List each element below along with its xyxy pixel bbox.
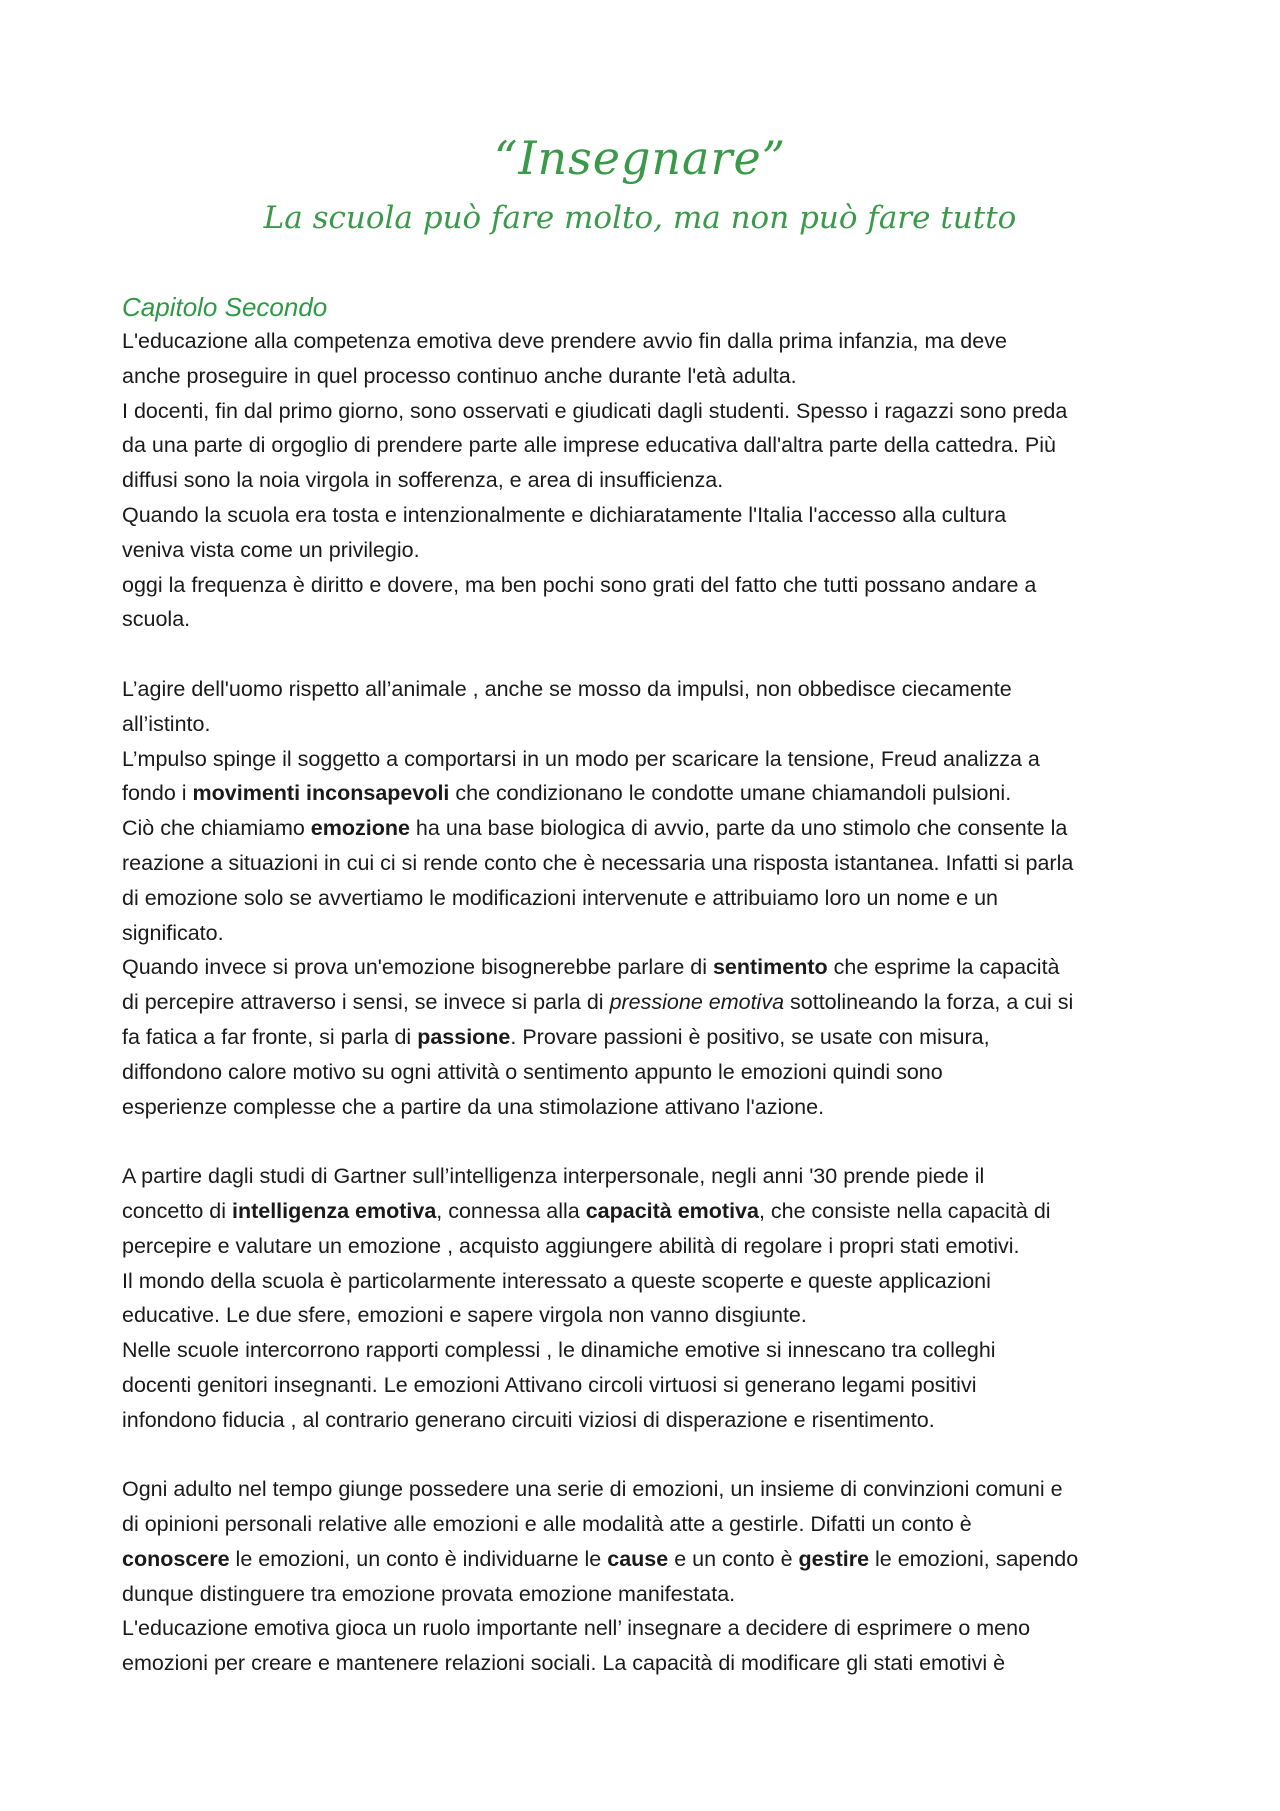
text-line: all’istinto. xyxy=(122,711,211,736)
text-run: Ciò che chiamiamo xyxy=(122,816,311,841)
text-run: le emozioni, sapendo xyxy=(869,1546,1079,1571)
bold-term-conoscere: conoscere xyxy=(122,1546,230,1571)
text-line: emozioni per creare e mantenere relazioni sociali. La capacità di modificare gli stati emotivi è xyxy=(122,1651,1006,1676)
paragraph-2 xyxy=(122,672,1172,1124)
text-line: significato. xyxy=(122,920,224,945)
paragraph-3 xyxy=(122,1159,1172,1437)
text-line: dunque distinguere tra emozione provata emozione manifestata. xyxy=(122,1581,736,1606)
bold-term-capacita-emotiva: capacità emotiva xyxy=(585,1198,759,1223)
bold-term-passione: passione xyxy=(417,1024,511,1049)
paragraph-spacer xyxy=(122,1124,1172,1159)
document-body xyxy=(122,288,1172,1681)
document-subtitle: La scuola può fare molto, ma non può fare tutto xyxy=(263,200,1017,236)
text-run: fondo i xyxy=(122,781,193,806)
bold-term-cause: cause xyxy=(607,1546,669,1571)
text-line: Quando la scuola era tosta e intenzionalmente e dichiaratamente l'Italia l'accesso alla cultura xyxy=(122,502,1007,527)
text-line: L'educazione alla competenza emotiva deve prendere avvio fin dalla prima infanzia, ma deve xyxy=(122,329,1007,353)
text-run: le emozioni, un conto è individuarne le xyxy=(229,1546,608,1571)
text-line xyxy=(122,811,1172,846)
text-line: diffusi sono la noia virgola in sofferenza, e area di insufficienza. xyxy=(122,468,724,493)
text-line: educative. Le due sfere, emozioni e sapere virgola non vanno disgiunte. xyxy=(122,1303,807,1328)
text-line: L'educazione emotiva gioca un ruolo importante nell’ insegnare a decidere di esprimere o meno xyxy=(122,1616,1031,1641)
text-line: A partire dagli studi di Gartner sull’intelligenza interpersonale, negli anni '30 prende piede il xyxy=(122,1164,985,1189)
text-line: oggi la frequenza è diritto e dovere, ma ben pochi sono grati del fatto che tutti possano andare a xyxy=(122,572,1037,597)
paragraph-spacer xyxy=(122,637,1172,672)
text-line xyxy=(122,1542,1172,1577)
text-run: che esprime la capacità xyxy=(827,955,1060,980)
text-line: veniva vista come un privilegio. xyxy=(122,537,420,562)
text-line: di opinioni personali relative alle emozioni e alle modalità atte a gestirle. Difatti un conto è xyxy=(122,1512,972,1537)
text-run: concetto di xyxy=(122,1198,232,1223)
text-line xyxy=(122,985,1172,1020)
text-line xyxy=(122,950,1172,985)
text-run: Quando invece si prova un'emozione bisognerebbe parlare di xyxy=(122,955,713,980)
text-line: L’mpulso spinge il soggetto a comportarsi in un modo per scaricare la tensione, Freud analizza a xyxy=(122,746,1040,771)
text-run: , che consiste nella capacità di xyxy=(758,1198,1051,1223)
text-run: , connessa alla xyxy=(436,1198,586,1223)
text-line: esperienze complesse che a partire da una stimolazione attivano l'azione. xyxy=(122,1094,825,1119)
text-line: Nelle scuole intercorrono rapporti complessi , le dinamiche emotive si innescano tra colleghi xyxy=(122,1338,996,1363)
text-run: che condizionano le condotte umane chiamandoli pulsioni. xyxy=(449,781,1012,806)
text-line: Il mondo della scuola è particolarmente interessato a queste scoperte e queste applicazioni xyxy=(122,1268,991,1293)
text-run: fa fatica a far fronte, si parla di xyxy=(122,1024,418,1049)
text-line xyxy=(122,1194,1172,1229)
text-run: di percepire attraverso i sensi, se invece si parla di xyxy=(122,990,610,1015)
chapter-heading: Capitolo Secondo xyxy=(122,292,328,322)
document-title: “Insegnare” xyxy=(493,131,787,185)
text-run: ha una base biologica di avvio, parte da uno stimolo che consente la xyxy=(409,816,1068,841)
text-line: reazione a situazioni in cui ci si rende conto che è necessaria una risposta istantanea. Infatti si parla xyxy=(122,850,1074,875)
text-line: anche proseguire in quel processo continuo anche durante l'età adulta. xyxy=(122,363,797,388)
text-line: Ogni adulto nel tempo giunge possedere una serie di emozioni, un insieme di convinzioni comuni e xyxy=(122,1477,1063,1502)
text-line xyxy=(122,1020,1172,1055)
bold-term-sentimento: sentimento xyxy=(712,955,828,980)
text-line xyxy=(122,776,1172,811)
bold-term-intelligenza-emotiva: intelligenza emotiva xyxy=(231,1198,437,1223)
text-line: L’agire dell'uomo rispetto all’animale , anche se mosso da impulsi, non obbedisce ciecamente xyxy=(122,676,1012,701)
paragraph-spacer xyxy=(122,1438,1172,1473)
text-run: e un conto è xyxy=(668,1546,799,1571)
text-line: percepire e valutare un emozione , acquisto aggiungere abilità di regolare i propri stati emotivi. xyxy=(122,1233,1020,1258)
bold-term-movimenti-inconsapevoli: movimenti inconsapevoli xyxy=(192,781,450,806)
text-line: docenti genitori insegnanti. Le emozioni Attivano circoli virtuosi si generano legami positivi xyxy=(122,1372,977,1397)
italic-term-pressione-emotiva: pressione emotiva xyxy=(609,990,785,1015)
text-line: scuola. xyxy=(122,607,191,632)
bold-term-gestire: gestire xyxy=(798,1546,870,1571)
paragraph-4 xyxy=(122,1472,1172,1681)
paragraph-1 xyxy=(122,324,1172,637)
text-line: infondono fiducia , al contrario generano circuiti viziosi di disperazione e risentimento. xyxy=(122,1407,935,1432)
text-run: sottolineando la forza, a cui si xyxy=(784,990,1074,1015)
text-line: di emozione solo se avvertiamo le modificazioni intervenute e attribuiamo loro un nome e un xyxy=(122,885,998,910)
bold-term-emozione: emozione xyxy=(310,816,410,841)
text-run: . Provare passioni è positivo, se usate con misura, xyxy=(510,1024,990,1049)
text-line: diffondono calore motivo su ogni attività o sentimento appunto le emozioni quindi sono xyxy=(122,1059,943,1084)
text-line: da una parte di orgoglio di prendere parte alle imprese educativa dall'altra parte della cattedra. Più xyxy=(122,433,1056,458)
text-line: I docenti, fin dal primo giorno, sono osservati e giudicati dagli studenti. Spesso i ragazzi sono preda xyxy=(122,398,1068,423)
